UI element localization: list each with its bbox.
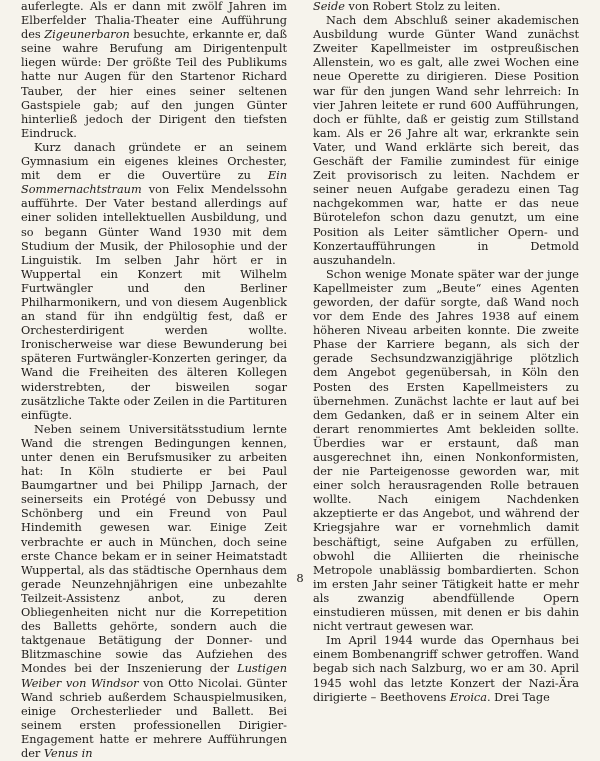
text-run: Nach dem Abschluß seiner akademischen Ausbildung wurde Günter Wand zunächst Zweiter Kapellmeister im ostpreußischen Allenstein, wo es galt, alle zwei Wochen eine neue Operette zu dirigieren. Diese Position war für den jungen Wand sehr lehrreich: In vier Jahren leitete er rund 600 Aufführungen, doch er fühlte, daß er geistig zum Stillstand kam. Als er 26 Jahre alt war, erkrankte sein Vater, und Wand erklärte sich bereit, das Geschäft der Familie zumindest für einige Zeit provisorisch zu leiten. Nachdem er seiner neuen Aufgabe geradezu einen Tag nachgekommen war, hatte er das neue Bürotelefon schon dazu genutzt, um eine Position als Leiter sämtlicher Opern- und Konzertaufführungen in Detmold auszuhandeln. (313, 14, 579, 267)
italic-title: Seide (313, 0, 345, 13)
text-run: Schon wenige Monate später war der junge Kapellmeister zum „Beute“ eines Agenten geworden, der dafür sorgte, daß Wand noch vor dem Ende des Jahres 1938 auf einem höheren Niveau arbeiten konnte. Die zweite Phase der Karriere begann, als sich der gerade Sechsundzwanzigjährige plötzlich dem Angebot gegenübersah, in Köln den Posten des Ersten Kapellmeisters zu übernehmen. Zunächst lachte er laut auf bei dem Gedanken, daß er in seinem Alter ein derart renommiertes Amt bekleiden sollte. Überdies war er erstaunt, daß man ausgerechnet ihn, einen Nonkonformisten, der nie Parteigenosse geworden war, mit einer solch herausragenden Rolle betrauen wollte. Nach einigem Nachdenken akzeptierte er das Angebot, und während der Kriegsjahre war er vornehmlich damit beschäftigt, seine Aufgaben zu erfüllen, obwohl die Alliierten die rheinische Metropole unablässig bombardierten. Schon im ersten Jahr seiner Tätigkeit hatte er mehr als zwanzig abendfüllende Opern einstudieren müssen, mit denen er bis dahin nicht vertraut gewesen war. (313, 267, 579, 634)
paragraph (21, 0, 287, 141)
text-run: von Felix Mendelssohn aufführte. Der Vater bestand allerdings auf einer soliden intellektuellen Ausbildung, und so begann Günter Wand 1930 mit dem Studium der Musik, der Philosophie und der Linguistik. Im selben Jahr hört er in Wuppertal ein Konzert mit Wilhelm Furtwängler und den Berliner Philharmonikern, und von diesem Augenblick an stand für ihn endgültig fest, daß er Orchesterdirigent werden wollte. Ironischerweise war diese Bewunderung bei späteren Furtwängler-Konzerten geringer, da Wand die Freiheiten des älteren Kollegen widerstrebten, der bisweilen sogar zusätzliche Takte oder Zeilen in die Partituren einfügte. (21, 183, 287, 422)
text-run: Kurz danach gründete er an seinem Gymnasium ein eigenes kleines Orchester, mit dem er die Ouvertüre zu (21, 140, 287, 183)
paragraph (313, 0, 579, 14)
paragraph (313, 14, 579, 268)
text-run: von Otto Nicolai. Günter Wand schrieb außerdem Schauspielmusiken, einige Orchesterlieder und Ballett. Bei seinem ersten professionellen Dirigier-Engagement hatte er mehrere Aufführungen der (21, 676, 287, 760)
left-text-column (21, 0, 287, 761)
italic-title: Ein Sommernachtstraum (21, 169, 287, 197)
italic-title: Venus in (43, 746, 93, 760)
paragraph (21, 423, 287, 761)
paragraph (313, 634, 579, 704)
italic-title: Zigeunerbaron (44, 28, 130, 42)
text-run: von Robert Stolz zu leiten. (344, 0, 501, 13)
text-run: . Drei Tage (487, 690, 550, 704)
text-run: auferlegte. Als er dann mit zwölf Jahren im Elberfelder Thalia-Theater eine Aufführung des (21, 0, 287, 42)
italic-title: Lustigen Weiber von Windsor (21, 662, 287, 690)
right-text-column (313, 0, 579, 705)
italic-title: Eroica (449, 690, 487, 704)
page-number: 8 (296, 571, 304, 585)
text-run: Im April 1944 wurde das Opernhaus bei einem Bombenangriff schwer getroffen. Wand begab sich nach Salzburg, wo er am 30. April 1945 wohl das letzte Konzert der Nazi-Ära dirigierte – Beethovens (313, 634, 579, 704)
paragraph (21, 141, 287, 423)
text-run: besuchte, erkannte er, daß seine wahre Berufung am Dirigentenpult liegen würde: Der größte Teil des Publikums hatte nur Augen für den Startenor Richard Tauber, der hier eines seiner seltenen Gastspiele gab; auf den jungen Günter hinterließ jedoch der Dirigent den tiefsten Eindruck. (21, 28, 287, 140)
text-run: Neben seinem Universitätsstudium lernte Wand die strengen Bedingungen kennen, unter denen ein Berufsmusiker zu arbeiten hat: In Köln studierte er bei Paul Baumgartner und bei Philipp Jarnach, der seinerseits ein Protégé von Debussy und Schönberg und ein Freund von Paul Hindemith gewesen war. Einige Zeit verbrachte er auch in München, doch seine erste Chance bekam er in seiner Heimatstadt Wuppertal, als das städtische Opernhaus dem gerade Neunzehnjährigen eine unbezahlte Teilzeit-Assistenz anbot, zu deren Obliegenheiten nicht nur die Korrepetition des Balletts gehörte, sondern auch die taktgenaue Betätigung der Donner- und Blitzmaschine sowie das Aufziehen des Mondes bei der Inszenierung der (21, 422, 287, 676)
